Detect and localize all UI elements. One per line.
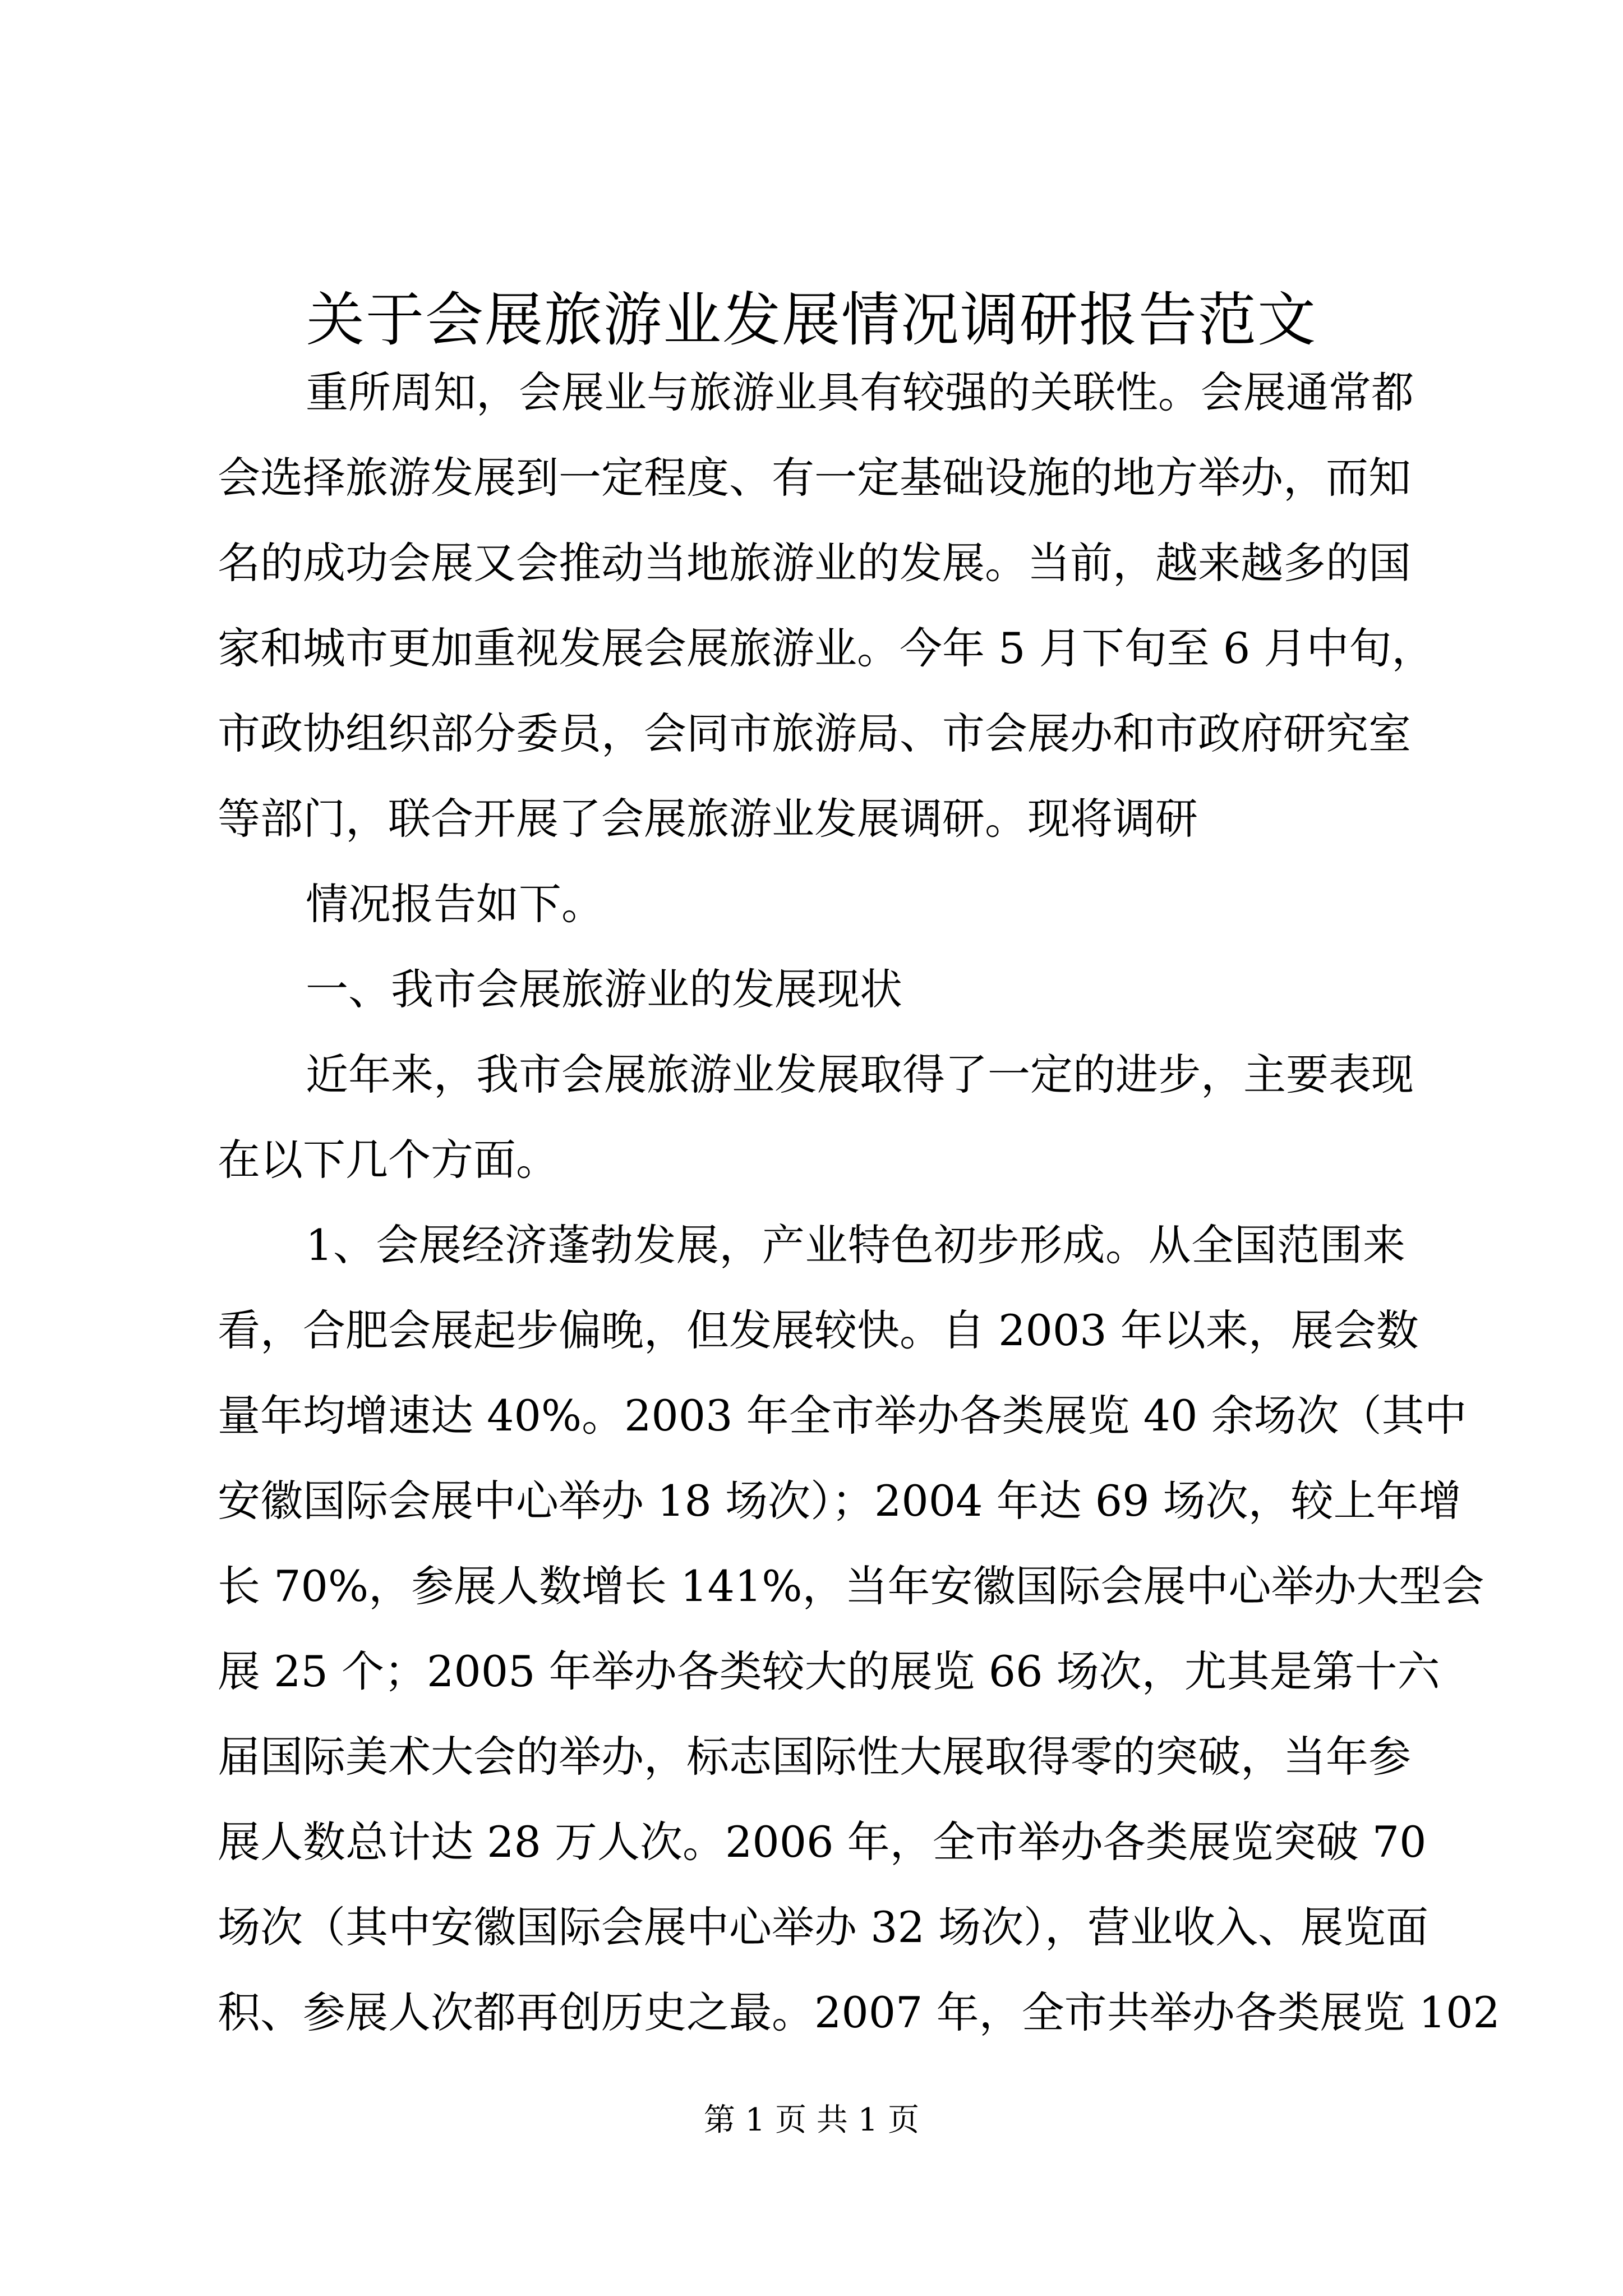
paragraph-line: 1、会展经济蓬勃发展，产业特色初步形成。从全国范围来 (306, 1220, 1405, 1270)
paragraph-line: 情况报告如下。 (306, 879, 604, 929)
section-heading: 一、我市会展旅游业的发展现状 (306, 964, 902, 1014)
paragraph-line: 长 70%，参展人数增长 141%，当年安徽国际会展中心举办大型会 (218, 1561, 1484, 1611)
paragraph-line: 市政协组织部分委员，会同市旅游局、市会展办和市政府研究室 (218, 708, 1411, 758)
document-title: 关于会展旅游业发展情况调研报告范文 (306, 286, 1317, 354)
paragraph-line: 家和城市更加重视发展会展旅游业。今年 5 月下旬至 6 月中旬， (218, 623, 1435, 673)
paragraph-line: 安徽国际会展中心举办 18 场次）；2004 年达 69 场次，较上年增 (218, 1476, 1461, 1526)
paragraph-line: 会选择旅游发展到一定程度、有一定基础设施的地方举办，而知 (218, 453, 1411, 503)
paragraph-line: 重所周知，会展业与旅游业具有较强的关联性。会展通常都 (306, 367, 1414, 417)
paragraph-line: 在以下几个方面。 (218, 1135, 559, 1185)
paragraph-line: 名的成功会展又会推动当地旅游业的发展。当前，越来越多的国 (218, 538, 1411, 588)
paragraph-line-last: 积、参展人次都再创历史之最。2007 年，全市共举办各类展览 102 (218, 1987, 1500, 2037)
paragraph-line: 量年均增速达 40%。2003 年全市举办各类展览 40 余场次（其中 (218, 1391, 1467, 1441)
paragraph-line: 近年来，我市会展旅游业发展取得了一定的进步，主要表现 (306, 1050, 1414, 1099)
paragraph-line: 展人数总计达 28 万人次。2006 年，全市举办各类展览突破 70 (218, 1817, 1427, 1867)
paragraph-line: 届国际美术大会的举办，标志国际性大展取得零的突破，当年参 (218, 1732, 1411, 1782)
page-number: 第 1 页 共 1 页 (703, 2102, 920, 2138)
paragraph-line: 看，合肥会展起步偏晚，但发展较快。自 2003 年以来，展会数 (218, 1305, 1419, 1355)
paragraph-line: 等部门，联合开展了会展旅游业发展调研。现将调研 (218, 794, 1198, 844)
paragraph-line: 场次（其中安徽国际会展中心举办 32 场次），营业收入、展览面 (218, 1902, 1429, 1952)
paragraph-line: 展 25 个；2005 年举办各类较大的展览 66 场次，尤其是第十六 (218, 1646, 1440, 1696)
